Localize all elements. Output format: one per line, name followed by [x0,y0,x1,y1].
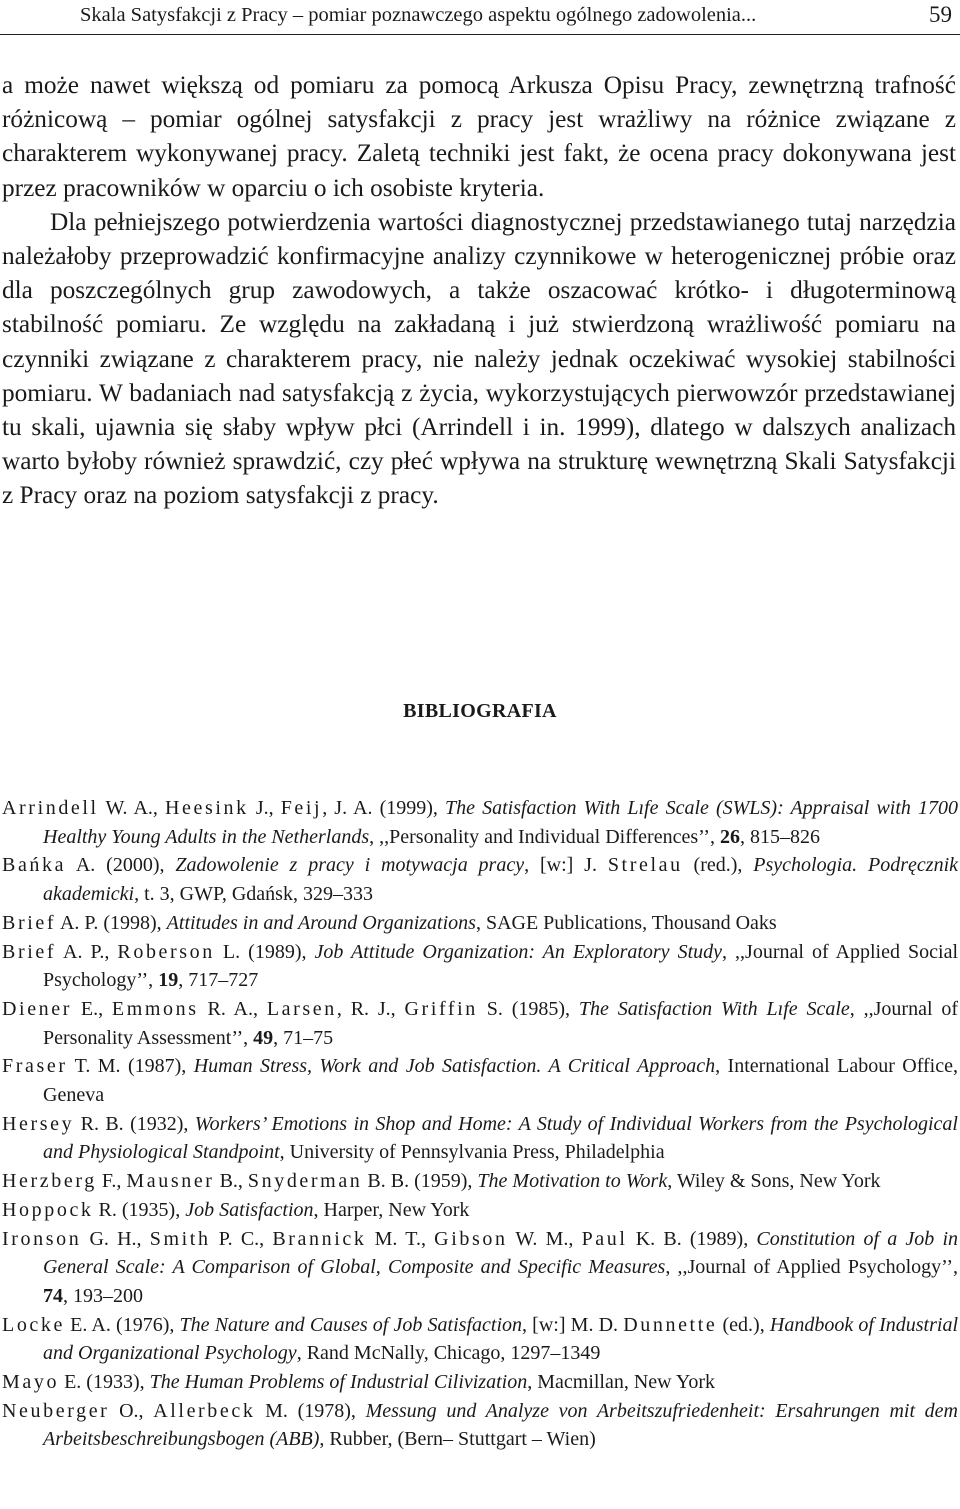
reference-entry [2,851,958,908]
reference-text: S. (1985), [477,997,579,1020]
reference-entry [2,1311,958,1368]
reference-entry [2,1397,958,1454]
reference-author: Snyderman [247,1170,363,1193]
reference-author: Bańka [2,854,67,877]
reference-author: Herzberg [2,1170,97,1193]
reference-title: Messung und Analyze von Arbeitszufriedenheit: Ersahrungen mit dem Arbeitsbeschreibungsbogen (ABB) [43,1399,958,1451]
reference-author: Mausner [126,1170,215,1193]
reference-author: Brief [2,940,57,963]
reference-text: , [w:] J. [524,854,608,877]
reference-title: The Satisfaction With Lıfe Scale [578,997,850,1020]
reference-text: , Rand McNally, Chicago, 1297–1349 [296,1342,601,1365]
running-header [0,0,960,34]
reference-text: , 717–727 [178,969,259,992]
reference-text: , ,,Journal of Personality Assessment’’, [43,997,958,1049]
reference-text: , 815–826 [739,825,820,848]
reference-text: , Harper, New York [313,1198,470,1221]
reference-text: L. (1989), [214,940,315,963]
reference-entry [2,794,958,851]
reference-entry [2,1167,958,1196]
reference-text: A. P., [56,940,118,963]
reference-text: K. B. (1989), [627,1227,757,1250]
reference-text: B. B. (1959), [362,1170,478,1193]
paragraph-1: a może nawet większą od pomiaru za pomocą Arkusza Opisu Pracy, zewnętrzną trafność różnicową – pomiar ogólnej satysfakcji z pracy jest wrażliwy na różnice związane z charakterem wykonywanej pracy. Zaletą techniki jest fakt, że ocena pracy dokonywana jest przez pracowników w oparciu o ich osobiste kryteria. [2,71,956,202]
reference-text: B., [214,1170,248,1193]
reference-author: Locke [2,1313,65,1336]
reference-list [2,794,958,1454]
reference-text: (ed.), [717,1313,770,1336]
reference-author: Strelau [607,854,683,877]
reference-title: Constitution of a Job in General Scale: A Comparison of Global, Composite and Specific Measures [43,1227,959,1279]
reference-title: Job Attitude Organization: An Exploratory Study [314,940,723,963]
reference-title: The Satisfaction With Lıfe Scale (SWLS): Appraisal with 1700 Healthy Young Adults in the Netherlands [43,797,958,848]
reference-text: W. M., [507,1227,582,1250]
reference-text: , ,,Personality and Individual Differences’’, [369,825,720,848]
header-rule [0,34,960,35]
reference-text: , 193–200 [63,1284,143,1307]
reference-title: Psychologia. Podręcznik akademicki [43,854,959,906]
reference-author: Gibson [434,1227,508,1250]
reference-author: Diener [2,997,73,1020]
reference-author: Fraser [2,1055,68,1078]
reference-author: Allerbeck [153,1399,256,1422]
reference-author: Smith [149,1227,211,1250]
reference-text: R. (1935), [93,1198,186,1221]
reference-entry [2,938,958,995]
reference-title: Workers’ Emotions in Shop and Home: A Study of Individual Workers from the Psychological and Physiological Standpoint [43,1112,958,1164]
reference-text: A. (2000), [66,854,176,877]
reference-author: Dunnette [623,1313,718,1336]
reference-text: , SAGE Publications, Thousand Oaks [475,911,777,934]
reference-text: W. A., [98,797,165,819]
reference-text: , 71–75 [273,1026,334,1049]
page-number: 59 [929,2,952,27]
reference-author: Mayo [2,1371,60,1394]
reference-author: Brief [2,911,57,934]
reference-title: Attitudes in and Around Organizations [166,911,476,934]
reference-title: The Nature and Causes of Job Satisfaction [179,1313,523,1336]
reference-volume: 49 [253,1026,274,1049]
reference-text: E., [72,997,112,1020]
reference-author: Paul [581,1227,628,1250]
reference-text: , ,,Journal of Applied Psychology’’, [665,1256,959,1279]
reference-text: J., [248,797,281,819]
reference-text: , R. J., [336,997,405,1020]
reference-entry [2,1225,958,1311]
reference-text: E. A. (1976), [64,1313,180,1336]
reference-volume: 26 [719,825,740,848]
reference-author: Hoppock [2,1198,94,1221]
bibliography-heading: BIBLIOGRAFIA [403,700,557,722]
reference-title: Human Stress, Work and Job Satisfaction. A Critical Approach [193,1055,716,1078]
reference-text: , [w:] M. D. [522,1313,624,1336]
reference-text: E. (1933), [59,1371,150,1394]
reference-author: Arrindell [2,797,99,819]
reference-volume: 74 [43,1284,63,1307]
paragraph-2: Dla pełniejszego potwierdzenia wartości diagnostycznej przedstawianego tutaj narzędzia należałoby przeprowadzić konfirmacyjne analizy czynnikowe w heterogenicznej próbie oraz dla poszczególnych grup zawodowych, a także oszacować krótko- i długoterminową stabilność pomiaru. Ze względu na zakładaną i już stwierdzoną wrażliwość pomiaru na czynniki związane z charakterem pracy, nie należy jednak oczekiwać wysokiej stabilności pomiaru. W badaniach nad satysfakcją z życia, wykorzystujących pierwowzór przedstawianej tu skali, ujawnia się słaby wpływ płci (Arrindell i in. 1999), dlatego w dalszych analizach warto byłoby również sprawdzić, czy płeć wpływa na strukturę wewnętrzną Skali Satysfakcji z Pracy oraz na poziom satysfakcji z pracy. [2,207,956,510]
reference-text: , ,,Journal of Applied Social Psychology’’, [43,940,958,992]
reference-title: Job Satisfaction [185,1198,314,1221]
reference-text: , J. A. (1999), [322,797,446,819]
reference-text: F., [96,1170,127,1193]
reference-entry [2,909,958,938]
reference-author: Hersey [2,1112,75,1135]
reference-volume: 19 [158,969,179,992]
reference-text: R. B. (1932), [74,1112,195,1135]
reference-entry [2,995,958,1052]
reference-author: Neuberger [2,1399,110,1422]
reference-author: Emmons [111,997,199,1020]
reference-text: , International Labour Office, Geneva [43,1055,958,1107]
reference-title: Handbook of Industrial and Organizational Psychology [43,1313,958,1365]
reference-entry [2,1196,958,1225]
reference-text: , Macmillan, New York [527,1371,715,1394]
reference-text: M. (1978), [255,1399,366,1422]
reference-title: Zadowolenie z pracy i motywacja pracy [175,854,525,877]
reference-text: G. H., [81,1227,150,1250]
reference-text: , t. 3, GWP, Gdańsk, 329–333 [134,883,373,906]
reference-entry [2,1052,958,1109]
reference-title: The Human Problems of Industrial Cilivization [149,1371,528,1394]
reference-entry [2,1110,958,1167]
reference-author: Feij [280,797,323,819]
reference-text: O., [109,1399,154,1422]
reference-title: The Motivation to Work [477,1170,668,1193]
reference-text: R. A., [198,997,267,1020]
reference-author: Brannick [272,1227,367,1250]
reference-text: (red.), [682,854,754,877]
reference-text: T. M. (1987), [67,1055,194,1078]
reference-author: Ironson [2,1227,82,1250]
reference-text: M. T., [366,1227,435,1250]
reference-text: , University of Pennsylvania Press, Philadelphia [279,1141,665,1164]
reference-author: Heesink [165,797,249,819]
reference-author: Griffin [404,997,478,1020]
body-text [2,68,956,513]
reference-author: Roberson [117,940,215,963]
reference-text: P. C., [210,1227,273,1250]
reference-text: , Wiley & Sons, New York [667,1170,881,1193]
reference-text: , Rubber, (Bern– Stuttgart – Wien) [319,1428,596,1451]
reference-author: Larsen [266,997,337,1020]
running-header-title: Skala Satysfakcji z Pracy – pomiar poznawczego aspektu ogólnego zadowolenia... [80,4,757,26]
reference-entry [2,1368,958,1397]
reference-text: A. P. (1998), [56,911,167,934]
